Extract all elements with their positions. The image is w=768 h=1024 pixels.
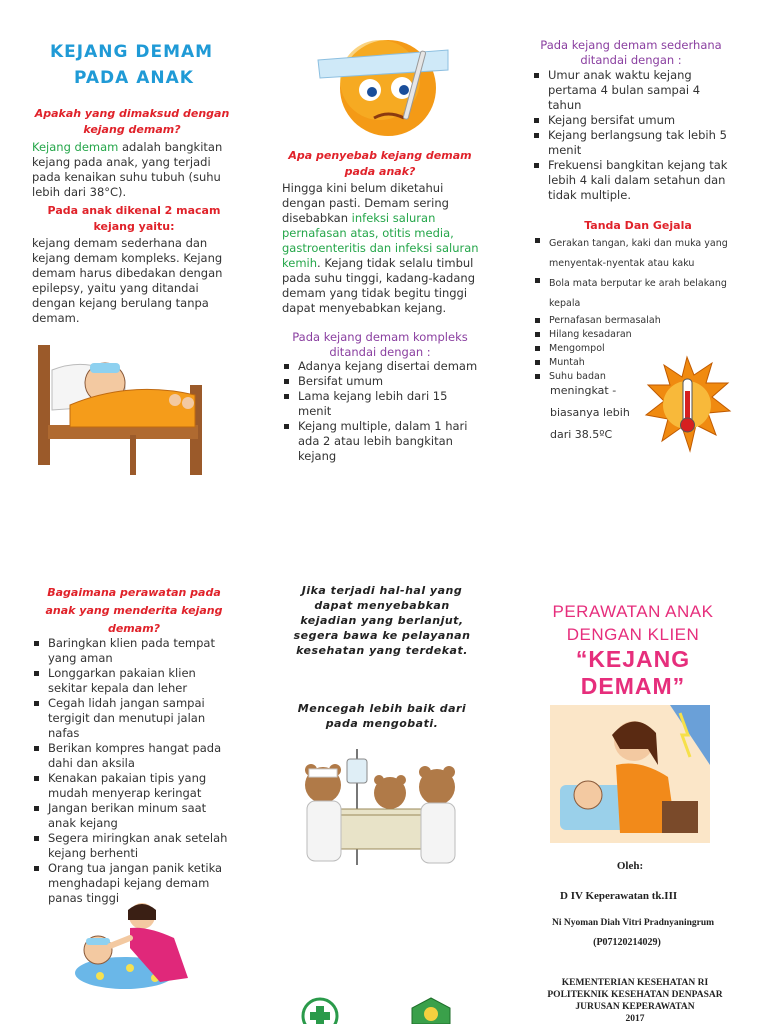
cause-infections: infeksi saluran pernafasan atas, otitis media, gastroenteritis dan infeksi saluran kemih [282, 211, 479, 270]
author-name: Ni Nyoman Diah Vitri Pradnyaningrum [552, 918, 715, 928]
author-nim: (P07120214029) [593, 937, 661, 948]
cause-question: Apa penyebab kejang demam pada anak? [288, 149, 472, 178]
list-item: Gerakan tangan, kaki dan muka yang menyentak-nyentak atau kaku [533, 234, 733, 274]
cover-title-line1: PERAWATAN ANAK [552, 602, 714, 621]
cause-text-a: Hingga kini belum diketahui dengan pasti. Demam sering disebabkan [282, 181, 449, 225]
institution-block [530, 977, 740, 1024]
list-item: Suhu badan [533, 370, 733, 384]
complex-list [282, 359, 478, 464]
mother-care-illustration [70, 898, 200, 994]
list-item: Orang tua jangan panik ketika menghadapi kejang demam panas tinggi [32, 861, 232, 906]
temperature-note [550, 380, 630, 446]
definition-paragraph [32, 140, 232, 200]
institution-line2: POLITEKNIK KESEHATAN DENPASAR [547, 990, 723, 1000]
temp-line2: biasanya lebih [550, 406, 630, 419]
simple-list [532, 68, 732, 203]
panel1-title-line2: PADA ANAK [74, 68, 194, 88]
temp-line1: meningkat - [550, 384, 617, 397]
list-item: Mengompol [533, 342, 733, 356]
list-item: Adanya kejang disertai demam [282, 359, 478, 374]
cover-illustration [550, 705, 710, 843]
list-item: Longgarkan pakaian klien sekitar kepala dan leher [32, 666, 232, 696]
cover-title-line3: “KEJANG [575, 646, 691, 672]
list-item: Muntah [533, 356, 733, 370]
definition-text: adalah bangkitan kejang pada anak, yang terjadi pada kenaikan suhu tubuh (suhu lebih dari 38°C). [32, 140, 223, 199]
poltekkes-logo [408, 996, 454, 1024]
list-item: Kejang berlangsung tak lebih 5 menit [532, 128, 732, 158]
kemenkes-logo [300, 996, 340, 1024]
sick-child-bed-illustration [30, 325, 215, 480]
program-name: D IV Keperawatan tk.III [560, 890, 678, 902]
simple-heading: Pada kejang demam sederhana ditandai dengan : [540, 38, 722, 67]
institution-line1: KEMENTERIAN KESEHATAN RI [561, 978, 709, 988]
types-paragraph: kejang demam sederhana dan kejang demam kompleks. Kejang demam harus dibedakan dengan epilepsy, yaitu yang ditandai dengan kejang berulang tanpa demam. [32, 236, 223, 325]
complex-heading: Pada kejang demam kompleks ditandai dengan : [292, 330, 468, 359]
list-item: Lama kejang lebih dari 15 menit [282, 389, 478, 419]
cause-paragraph [282, 181, 482, 316]
list-item: Umur anak waktu kejang pertama 4 bulan sampai 4 tahun [532, 68, 732, 113]
list-item: Baringkan klien pada tempat yang aman [32, 636, 232, 666]
bear-doctors-illustration [295, 745, 470, 875]
institution-year: 2017 [625, 1014, 645, 1024]
prevention-text: Mencegah lebih baik dari pada mengobati. [297, 702, 467, 730]
cover-title-line4: DEMAM” [580, 673, 686, 699]
list-item: Berikan kompres hangat pada dahi dan aksila [32, 741, 232, 771]
cause-text-b: . Kejang tidak selalu timbul pada suhu tinggi, kadang-kadang demam yang tidak begitu tinggi dapat menyebabkan kejang. [282, 256, 475, 315]
list-item: Kejang multiple, dalam 1 hari ada 2 atau lebih bangkitan kejang [282, 419, 478, 464]
list-item: Cegah lidah jangan sampai tergigit dan menutupi jalan nafas [32, 696, 232, 741]
list-item: Hilang kesadaran [533, 328, 733, 342]
list-item: Bola mata berputar ke arah belakang kepala [533, 274, 733, 314]
thermometer-icon [642, 355, 732, 455]
cover-title-line2: DENGAN KLIEN [566, 625, 700, 644]
by-label: Oleh: [616, 860, 644, 872]
list-item: Jangan berikan minum saat anak kejang [32, 801, 232, 831]
list-item: Frekuensi bangkitan kejang tak lebih 4 kali dalam setahun dan tidak multiple. [532, 158, 732, 203]
definition-term: Kejang demam [32, 140, 119, 154]
definition-question: Apakah yang dimaksud dengan kejang demam? [34, 107, 230, 136]
list-item: Segera miringkan anak setelah kejang berhenti [32, 831, 232, 861]
advice-text: Jika terjadi hal-hal yang dapat menyebabkan kejadian yang berlanjut, segera bawa ke pelayanan kesehatan yang terdekat. [293, 584, 471, 657]
care-question: Bagaimana perawatan pada anak yang menderita kejang demam? [45, 586, 223, 635]
temp-line3: dari 38.5ºC [550, 428, 613, 441]
panel1-title-line1: KEJANG DEMAM [50, 42, 214, 62]
signs-heading: Tanda Dan Gejala [584, 219, 692, 232]
fever-face-illustration [308, 30, 458, 140]
list-item: Kejang bersifat umum [532, 113, 732, 128]
institution-line3: JURUSAN KEPERAWATAN [575, 1002, 695, 1012]
list-item: Pernafasan bermasalah [533, 314, 733, 328]
list-item: Kenakan pakaian tipis yang mudah menyerap keringat [32, 771, 232, 801]
types-heading: Pada anak dikenal 2 macam kejang yaitu: [47, 204, 221, 233]
care-list [32, 636, 232, 906]
list-item: Bersifat umum [282, 374, 478, 389]
